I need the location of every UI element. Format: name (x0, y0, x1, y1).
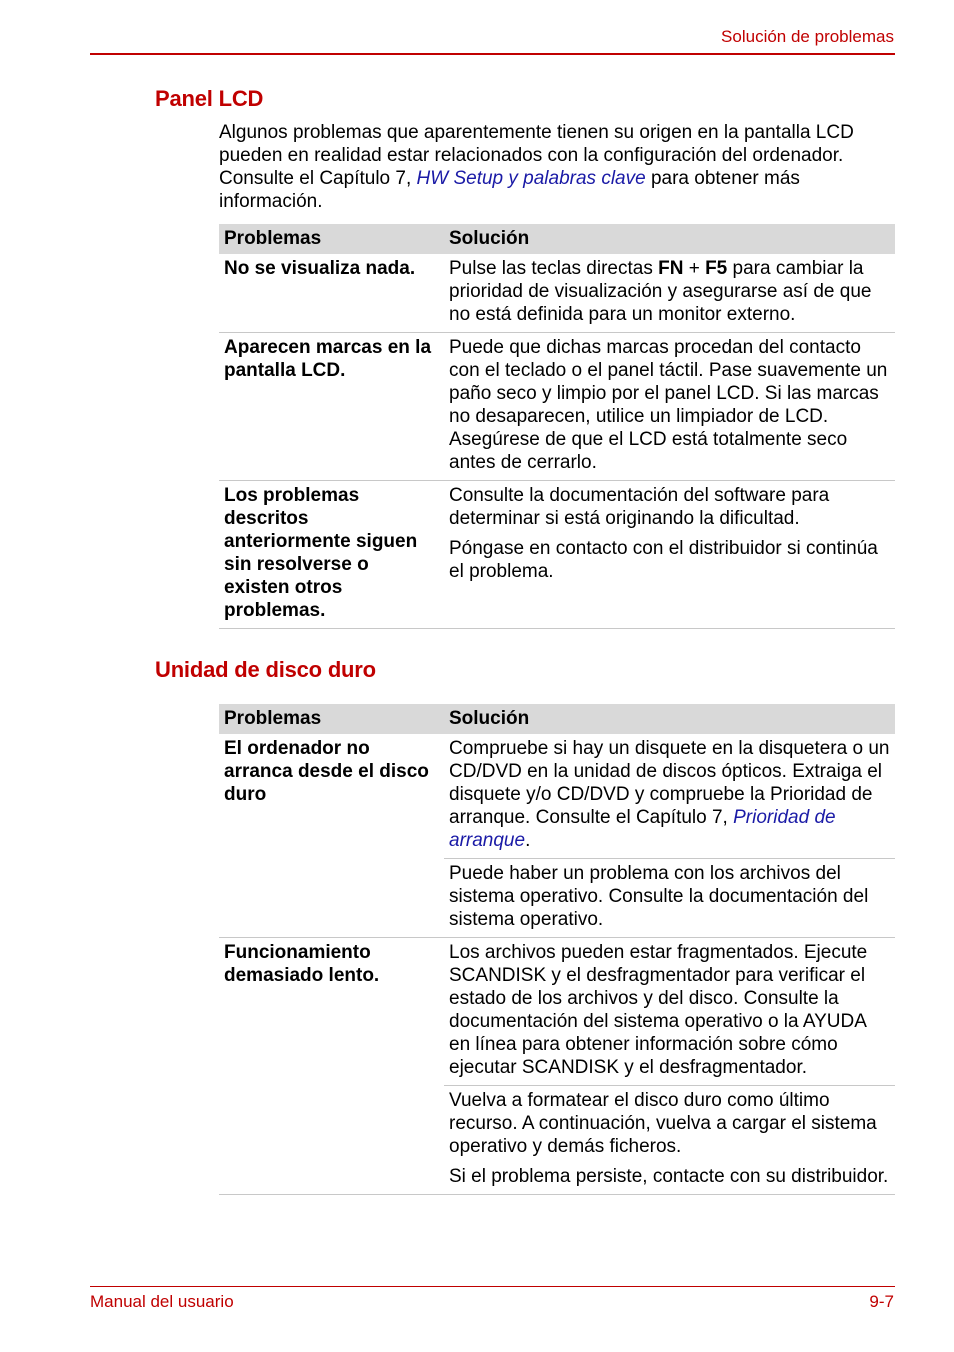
table-row (219, 938, 895, 1086)
solution-cell: Puede haber un problema con los archivos del sistema operativo. Consulte la documentación del sistema operativo. (444, 859, 895, 938)
header-rule (90, 53, 895, 55)
solution-paragraph: Consulte la documentación del software para determinar si está originando la dificultad. (449, 485, 830, 529)
table-row (219, 333, 895, 481)
lcd-troubleshooting-table (219, 224, 895, 629)
plus-sign: + (683, 258, 706, 279)
solution-cell: Puede que dichas marcas procedan del contacto con el teclado o el panel táctil. Pase suavemente un paño seco y limpio por el panel LCD. Si las marcas no desaparecen, utilice un limpiador de LCD. Asegúrese de que el LCD está totalmente seco antes de cerrarlo. (444, 333, 895, 481)
col-header-solucion: Solución (444, 224, 895, 254)
page-number: 9-7 (869, 1292, 894, 1311)
table-header-row (219, 704, 895, 734)
solution-text: Compruebe si hay un disquete en la disquetera o un CD/DVD en la unidad de discos ópticos. Extraiga el disquete y/o CD/DVD y compruebe la Prioridad de arranque. Consulte el Capítulo 7, (449, 738, 890, 828)
solution-cell (444, 734, 895, 859)
solution-paragraph: Vuelva a formatear el disco duro como último recurso. A continuación, vuelva a cargar el sistema operativo y demás ficheros. (449, 1090, 877, 1157)
solution-cell (444, 1086, 895, 1195)
key-fn: FN (658, 258, 684, 279)
problem-cell: El ordenador no arranca desde el disco duro (219, 734, 444, 938)
table-row (219, 734, 895, 859)
solution-cell: Los archivos pueden estar fragmentados. Ejecute SCANDISK y el desfragmentador para verificar el estado de los archivos y del disco. Consulte la documentación del sistema operativo o la AYUDA en línea para obtener información sobre cómo ejecutar SCANDISK y el desfragmentador. (444, 938, 895, 1086)
solution-text-end: para cambiar la prioridad de visualización y asegurarse así de que no está definida para un monitor externo. (449, 258, 872, 325)
solution-text: Pulse las teclas directas (449, 258, 659, 279)
table-header-row (219, 224, 895, 254)
key-f5: F5 (705, 258, 728, 279)
table-row (219, 481, 895, 629)
hw-setup-link[interactable]: HW Setup y palabras clave (416, 168, 646, 189)
col-header-problemas: Problemas (219, 704, 444, 734)
boot-priority-link[interactable]: Prioridad de arranque (449, 807, 836, 851)
intro-text-end: para obtener más información. (219, 168, 800, 212)
footer-rule (90, 1286, 895, 1287)
col-header-problemas: Problemas (219, 224, 444, 254)
intro-text: Algunos problemas que aparentemente tienen su origen en la pantalla LCD pueden en realidad estar relacionados con la configuración del ordenador. Consulte el Capítulo 7, (219, 122, 854, 189)
running-header: Solución de problemas (721, 27, 894, 46)
col-header-solucion: Solución (444, 704, 895, 734)
table-row (219, 254, 895, 333)
problem-cell: Los problemas descritos anteriormente siguen sin resolverse o existen otros problemas. (219, 481, 444, 629)
solution-text-end: . (525, 830, 531, 851)
problem-cell: No se visualiza nada. (219, 254, 444, 333)
section-title-panel-lcd: Panel LCD (155, 86, 264, 111)
hdd-troubleshooting-table (219, 704, 895, 1195)
solution-paragraph: Si el problema persiste, contacte con su distribuidor. (449, 1166, 889, 1187)
solution-paragraph: Póngase en contacto con el distribuidor si continúa el problema. (449, 538, 878, 582)
intro-paragraph (219, 121, 899, 213)
footer-manual-title: Manual del usuario (90, 1292, 234, 1311)
problem-cell: Funcionamiento demasiado lento. (219, 938, 444, 1195)
section-title-disco-duro: Unidad de disco duro (155, 657, 376, 682)
solution-cell (444, 254, 895, 333)
solution-cell (444, 481, 895, 629)
problem-cell: Aparecen marcas en la pantalla LCD. (219, 333, 444, 481)
